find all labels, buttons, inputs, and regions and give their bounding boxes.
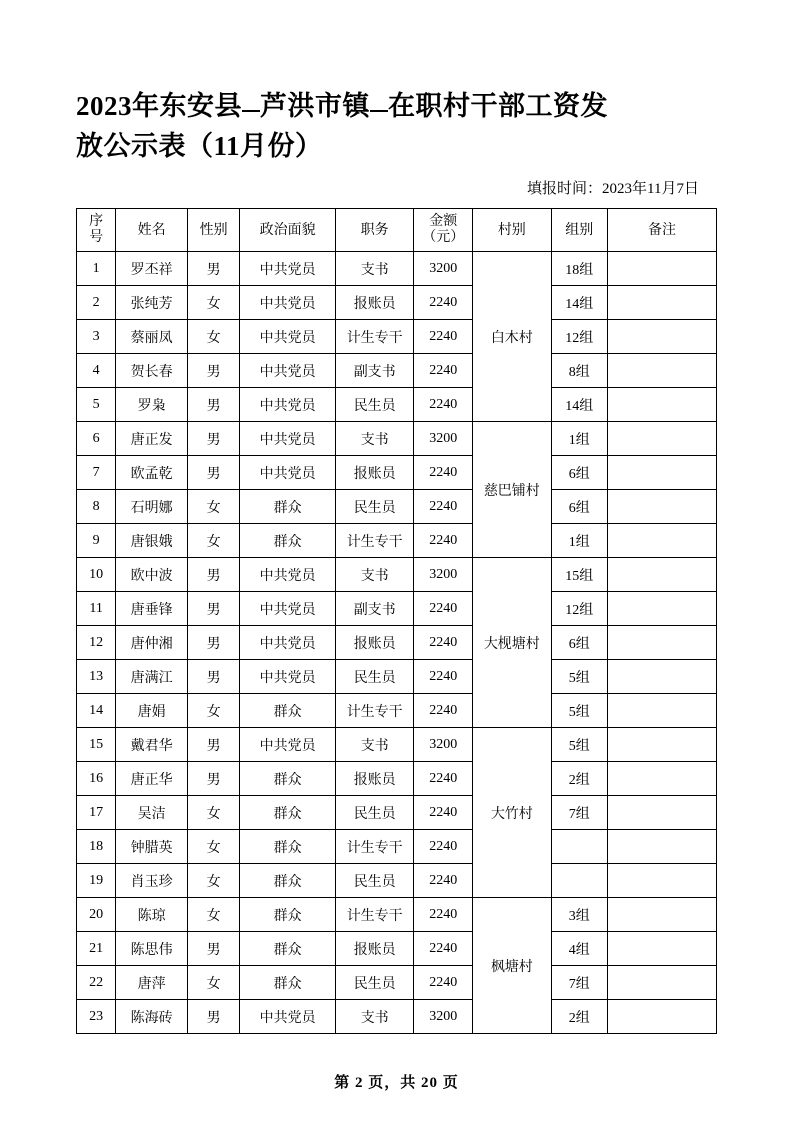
title-underline-right xyxy=(370,110,388,112)
table-row xyxy=(77,422,717,456)
cell-seq: 19 xyxy=(77,864,116,898)
cell-duty: 民生员 xyxy=(336,490,414,524)
cell-political: 中共党员 xyxy=(240,388,336,422)
cell-remark xyxy=(608,796,717,830)
cell-name: 唐仲湘 xyxy=(116,626,188,660)
cell-remark xyxy=(608,286,717,320)
cell-group: 2组 xyxy=(551,762,608,796)
table-row xyxy=(77,932,717,966)
cell-duty: 副支书 xyxy=(336,592,414,626)
cell-amount: 2240 xyxy=(414,286,473,320)
cell-name: 唐垂锋 xyxy=(116,592,188,626)
cell-political: 群众 xyxy=(240,796,336,830)
cell-gender: 男 xyxy=(188,388,240,422)
cell-name: 钟腊英 xyxy=(116,830,188,864)
cell-gender: 男 xyxy=(188,558,240,592)
cell-gender: 女 xyxy=(188,966,240,1000)
cell-village: 大枧塘村 xyxy=(473,558,551,728)
cell-duty: 计生专干 xyxy=(336,320,414,354)
cell-group: 1组 xyxy=(551,524,608,558)
cell-duty: 支书 xyxy=(336,728,414,762)
cell-amount: 2240 xyxy=(414,354,473,388)
cell-village: 慈巴铺村 xyxy=(473,422,551,558)
cell-political: 中共党员 xyxy=(240,626,336,660)
cell-gender: 女 xyxy=(188,830,240,864)
cell-remark xyxy=(608,320,717,354)
cell-gender: 女 xyxy=(188,694,240,728)
cell-gender: 男 xyxy=(188,422,240,456)
cell-gender: 男 xyxy=(188,592,240,626)
cell-duty: 计生专干 xyxy=(336,898,414,932)
column-header-remark: 备注 xyxy=(608,209,717,252)
cell-duty: 报账员 xyxy=(336,932,414,966)
cell-group: 8组 xyxy=(551,354,608,388)
cell-seq: 4 xyxy=(77,354,116,388)
column-header-gender: 性别 xyxy=(188,209,240,252)
cell-group: 12组 xyxy=(551,592,608,626)
cell-duty: 民生员 xyxy=(336,796,414,830)
cell-name: 罗枭 xyxy=(116,388,188,422)
cell-duty: 民生员 xyxy=(336,660,414,694)
cell-group: 5组 xyxy=(551,728,608,762)
cell-duty: 报账员 xyxy=(336,456,414,490)
cell-political: 群众 xyxy=(240,966,336,1000)
column-header-village: 村别 xyxy=(473,209,551,252)
table-row xyxy=(77,286,717,320)
cell-name: 蔡丽凤 xyxy=(116,320,188,354)
cell-seq: 14 xyxy=(77,694,116,728)
cell-remark xyxy=(608,1000,717,1034)
table-header xyxy=(77,209,717,252)
cell-gender: 男 xyxy=(188,762,240,796)
cell-group: 18组 xyxy=(551,252,608,286)
cell-gender: 男 xyxy=(188,456,240,490)
cell-amount: 2240 xyxy=(414,830,473,864)
cell-political: 中共党员 xyxy=(240,354,336,388)
cell-remark xyxy=(608,762,717,796)
table-row xyxy=(77,694,717,728)
cell-duty: 计生专干 xyxy=(336,694,414,728)
cell-amount: 2240 xyxy=(414,626,473,660)
cell-political: 群众 xyxy=(240,898,336,932)
cell-seq: 16 xyxy=(77,762,116,796)
cell-duty: 民生员 xyxy=(336,388,414,422)
cell-duty: 支书 xyxy=(336,422,414,456)
cell-seq: 20 xyxy=(77,898,116,932)
salary-table xyxy=(76,208,717,1034)
cell-gender: 男 xyxy=(188,1000,240,1034)
cell-remark xyxy=(608,728,717,762)
cell-seq: 23 xyxy=(77,1000,116,1034)
cell-group: 2组 xyxy=(551,1000,608,1034)
table-row xyxy=(77,354,717,388)
cell-duty: 计生专干 xyxy=(336,830,414,864)
cell-duty: 支书 xyxy=(336,558,414,592)
table-body xyxy=(77,252,717,1034)
cell-political: 群众 xyxy=(240,932,336,966)
cell-remark xyxy=(608,524,717,558)
table-row xyxy=(77,1000,717,1034)
cell-duty: 支书 xyxy=(336,1000,414,1034)
column-header-seq xyxy=(77,209,116,252)
cell-gender: 女 xyxy=(188,490,240,524)
cell-amount: 2240 xyxy=(414,456,473,490)
cell-name: 唐银娥 xyxy=(116,524,188,558)
cell-amount: 2240 xyxy=(414,796,473,830)
cell-remark xyxy=(608,422,717,456)
cell-name: 张纯芳 xyxy=(116,286,188,320)
cell-gender: 女 xyxy=(188,864,240,898)
cell-gender: 女 xyxy=(188,320,240,354)
cell-remark xyxy=(608,932,717,966)
cell-group: 5组 xyxy=(551,660,608,694)
cell-duty: 计生专干 xyxy=(336,524,414,558)
cell-remark xyxy=(608,660,717,694)
cell-political: 中共党员 xyxy=(240,1000,336,1034)
cell-political: 群众 xyxy=(240,864,336,898)
cell-seq: 7 xyxy=(77,456,116,490)
cell-gender: 女 xyxy=(188,796,240,830)
cell-duty: 民生员 xyxy=(336,966,414,1000)
cell-amount: 2240 xyxy=(414,864,473,898)
cell-name: 陈海砖 xyxy=(116,1000,188,1034)
cell-name: 唐正华 xyxy=(116,762,188,796)
cell-name: 戴君华 xyxy=(116,728,188,762)
table-row xyxy=(77,830,717,864)
cell-group: 7组 xyxy=(551,966,608,1000)
cell-group: 3组 xyxy=(551,898,608,932)
cell-amount: 3200 xyxy=(414,422,473,456)
cell-gender: 男 xyxy=(188,728,240,762)
cell-amount: 3200 xyxy=(414,728,473,762)
table-row xyxy=(77,558,717,592)
cell-remark xyxy=(608,864,717,898)
cell-amount: 2240 xyxy=(414,320,473,354)
cell-remark xyxy=(608,388,717,422)
cell-gender: 男 xyxy=(188,626,240,660)
cell-remark xyxy=(608,694,717,728)
table-row xyxy=(77,320,717,354)
table-row xyxy=(77,660,717,694)
cell-amount: 2240 xyxy=(414,388,473,422)
cell-duty: 副支书 xyxy=(336,354,414,388)
table-row xyxy=(77,388,717,422)
cell-remark xyxy=(608,490,717,524)
table-row xyxy=(77,762,717,796)
cell-group: 5组 xyxy=(551,694,608,728)
table-row xyxy=(77,898,717,932)
cell-remark xyxy=(608,966,717,1000)
page-title xyxy=(76,86,717,166)
cell-group xyxy=(551,830,608,864)
cell-seq: 15 xyxy=(77,728,116,762)
cell-gender: 女 xyxy=(188,524,240,558)
cell-village: 大竹村 xyxy=(473,728,551,898)
cell-name: 吴洁 xyxy=(116,796,188,830)
cell-amount: 3200 xyxy=(414,1000,473,1034)
title-line2: 放公示表（11月份） xyxy=(76,131,323,161)
cell-gender: 男 xyxy=(188,932,240,966)
cell-political: 中共党员 xyxy=(240,592,336,626)
cell-political: 中共党员 xyxy=(240,252,336,286)
column-header-political: 政治面貌 xyxy=(240,209,336,252)
cell-political: 群众 xyxy=(240,524,336,558)
cell-group: 14组 xyxy=(551,286,608,320)
cell-village: 枫塘村 xyxy=(473,898,551,1034)
cell-amount: 2240 xyxy=(414,898,473,932)
cell-seq: 10 xyxy=(77,558,116,592)
cell-name: 唐正发 xyxy=(116,422,188,456)
table-row xyxy=(77,490,717,524)
table-row xyxy=(77,864,717,898)
table-row xyxy=(77,252,717,286)
cell-name: 欧孟乾 xyxy=(116,456,188,490)
cell-political: 群众 xyxy=(240,694,336,728)
cell-remark xyxy=(608,354,717,388)
cell-group xyxy=(551,864,608,898)
title-underline-left xyxy=(242,110,260,112)
cell-name: 贺长春 xyxy=(116,354,188,388)
cell-gender: 男 xyxy=(188,660,240,694)
cell-village: 白木村 xyxy=(473,252,551,422)
cell-seq: 3 xyxy=(77,320,116,354)
title-part-subject: 在职村干部工资发 xyxy=(388,91,608,121)
cell-amount: 2240 xyxy=(414,660,473,694)
cell-amount: 2240 xyxy=(414,694,473,728)
cell-gender: 男 xyxy=(188,252,240,286)
cell-amount: 2240 xyxy=(414,490,473,524)
cell-group: 12组 xyxy=(551,320,608,354)
cell-name: 陈思伟 xyxy=(116,932,188,966)
table-row xyxy=(77,966,717,1000)
title-part-year-county: 2023年东安县 xyxy=(76,91,242,121)
cell-duty: 报账员 xyxy=(336,762,414,796)
cell-gender: 男 xyxy=(188,354,240,388)
cell-political: 中共党员 xyxy=(240,422,336,456)
cell-amount: 3200 xyxy=(414,558,473,592)
cell-group: 1组 xyxy=(551,422,608,456)
cell-name: 陈琼 xyxy=(116,898,188,932)
cell-group: 4组 xyxy=(551,932,608,966)
column-header-group: 组别 xyxy=(551,209,608,252)
cell-seq: 12 xyxy=(77,626,116,660)
cell-remark xyxy=(608,898,717,932)
cell-name: 唐娟 xyxy=(116,694,188,728)
cell-duty: 支书 xyxy=(336,252,414,286)
column-header-amount xyxy=(414,209,473,252)
cell-duty: 报账员 xyxy=(336,626,414,660)
cell-group: 7组 xyxy=(551,796,608,830)
table-header-row xyxy=(77,209,717,252)
cell-seq: 21 xyxy=(77,932,116,966)
cell-political: 中共党员 xyxy=(240,728,336,762)
cell-group: 6组 xyxy=(551,490,608,524)
cell-group: 15组 xyxy=(551,558,608,592)
cell-political: 中共党员 xyxy=(240,660,336,694)
table-row xyxy=(77,626,717,660)
cell-amount: 2240 xyxy=(414,592,473,626)
cell-political: 中共党员 xyxy=(240,286,336,320)
cell-remark xyxy=(608,830,717,864)
cell-seq: 9 xyxy=(77,524,116,558)
cell-seq: 18 xyxy=(77,830,116,864)
cell-amount: 2240 xyxy=(414,524,473,558)
page-footer: 第 2 页，共 20 页 xyxy=(334,1075,459,1091)
cell-remark xyxy=(608,252,717,286)
cell-seq: 17 xyxy=(77,796,116,830)
column-header-name: 姓名 xyxy=(116,209,188,252)
cell-group: 14组 xyxy=(551,388,608,422)
cell-name: 石明娜 xyxy=(116,490,188,524)
cell-duty: 民生员 xyxy=(336,864,414,898)
cell-seq: 22 xyxy=(77,966,116,1000)
column-header-amount-line1: 金额 xyxy=(429,214,458,229)
table-row xyxy=(77,524,717,558)
cell-name: 唐满江 xyxy=(116,660,188,694)
cell-amount: 2240 xyxy=(414,932,473,966)
cell-political: 群众 xyxy=(240,762,336,796)
cell-gender: 女 xyxy=(188,898,240,932)
cell-name: 罗丕祥 xyxy=(116,252,188,286)
cell-amount: 2240 xyxy=(414,762,473,796)
column-header-duty: 职务 xyxy=(336,209,414,252)
cell-political: 中共党员 xyxy=(240,320,336,354)
title-part-town: 芦洪市镇 xyxy=(260,91,370,121)
cell-group: 6组 xyxy=(551,626,608,660)
table-row xyxy=(77,796,717,830)
cell-gender: 女 xyxy=(188,286,240,320)
cell-seq: 13 xyxy=(77,660,116,694)
column-header-seq-line2: 号 xyxy=(89,230,104,245)
cell-name: 唐萍 xyxy=(116,966,188,1000)
column-header-seq-line1: 序 xyxy=(89,214,104,229)
cell-seq: 2 xyxy=(77,286,116,320)
cell-amount: 3200 xyxy=(414,252,473,286)
cell-remark xyxy=(608,592,717,626)
cell-name: 欧中波 xyxy=(116,558,188,592)
report-time: 填报时间：2023年11月7日 xyxy=(527,181,699,197)
cell-remark xyxy=(608,456,717,490)
cell-name: 肖玉珍 xyxy=(116,864,188,898)
cell-political: 群众 xyxy=(240,830,336,864)
cell-group: 6组 xyxy=(551,456,608,490)
cell-seq: 1 xyxy=(77,252,116,286)
cell-remark xyxy=(608,626,717,660)
table-row xyxy=(77,592,717,626)
cell-seq: 11 xyxy=(77,592,116,626)
cell-political: 中共党员 xyxy=(240,558,336,592)
cell-political: 中共党员 xyxy=(240,456,336,490)
cell-amount: 2240 xyxy=(414,966,473,1000)
cell-seq: 8 xyxy=(77,490,116,524)
cell-seq: 5 xyxy=(77,388,116,422)
cell-political: 群众 xyxy=(240,490,336,524)
table-row xyxy=(77,456,717,490)
cell-duty: 报账员 xyxy=(336,286,414,320)
column-header-amount-line2: （元） xyxy=(422,230,465,245)
cell-remark xyxy=(608,558,717,592)
table-row xyxy=(77,728,717,762)
cell-seq: 6 xyxy=(77,422,116,456)
